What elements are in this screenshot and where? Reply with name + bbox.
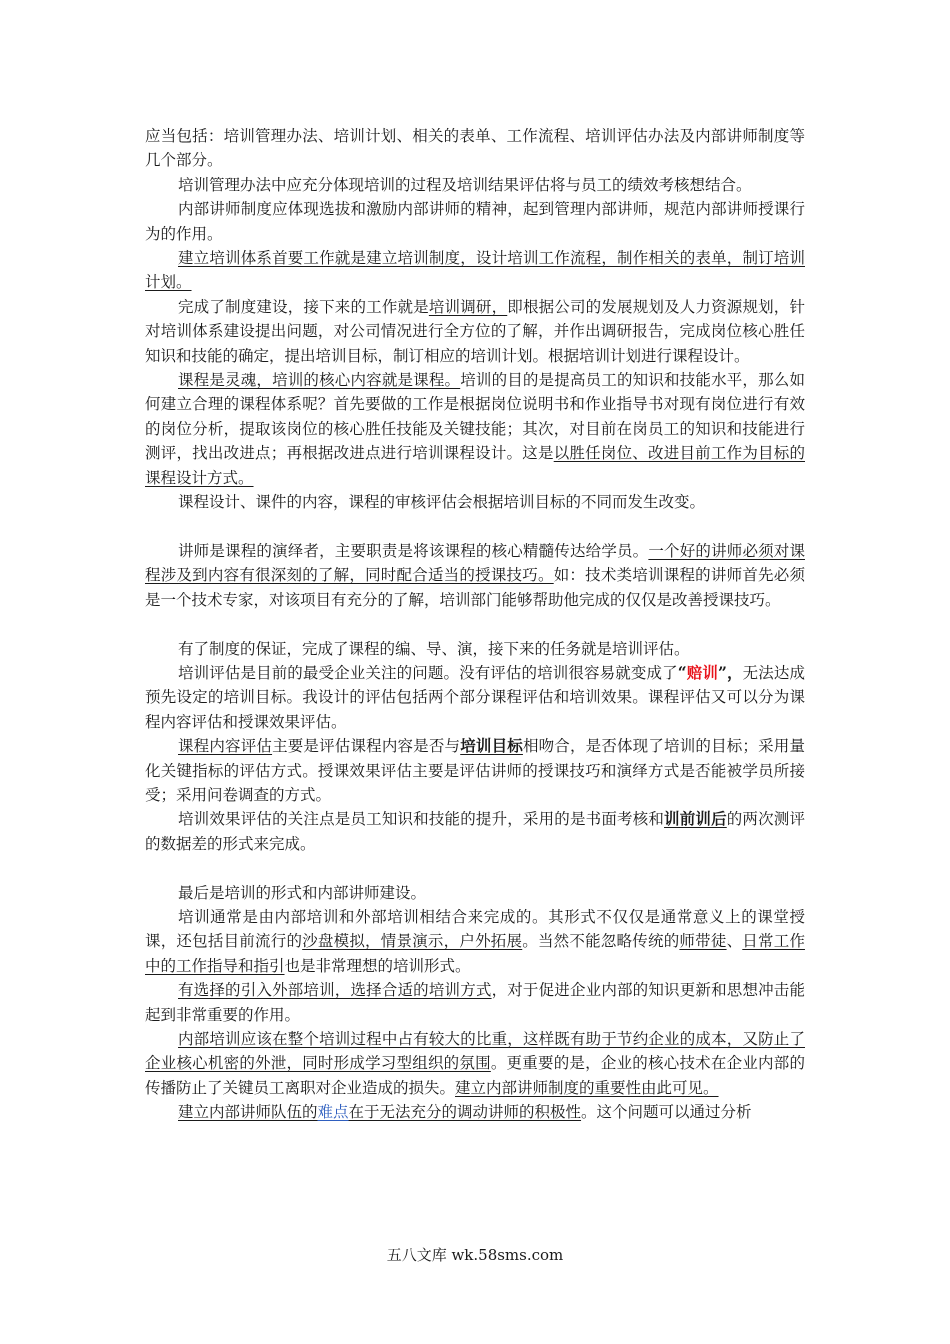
underlined-text: 在于无法充分的调动讲师的积极性: [348, 1103, 582, 1122]
document-body: [145, 124, 805, 1125]
blank-line: [145, 515, 805, 539]
paragraph: [145, 246, 805, 295]
underlined-text: 课程内容评估: [178, 737, 273, 756]
paragraph: 讲师是课程的演绎者，主要职责是将该课程的核心精髓传达给学员。一个好的讲师必须对课程涉及到内容有很深刻的了解，同时配合适当的授课技巧。如：技术类培训课程的讲师首先必须是一个技术专家，对该项目有充分的了解，培训部门能够帮助他完成的仅仅是改善授课技巧。: [145, 541, 805, 609]
underlined-text: 内部培训应该在整个培训过程中占有较大的比重，这样既有助于节约企业的成本，又防止了企业核心机密的外泄，同时形成学习型组织的氛围: [145, 1029, 805, 1073]
paragraph: 完成了制度建设，接下来的工作就是培训调研，即根据公司的发展规划及人力资源规划，针对培训体系建设提出问题，对公司情况进行全方位的了解，并作出调研报告，完成岗位核心胜任知识和技能的确定，提出培训目标，制订相应的培训计划。根据培训计划进行课程设计。: [145, 297, 805, 365]
underlined-text: 以胜任岗位、改进目前工作为目标的课程设计方式。: [145, 444, 805, 487]
paragraph: 内部培训应该在整个培训过程中占有较大的比重，这样既有助于节约企业的成本，又防止了企业核心机密的外泄，同时形成学习型组织的氛围。更重要的是，企业的核心技术在企业内部的传播防止了关键员工离职对企业造成的损失。建立内部讲师制度的重要性由此可见。: [145, 1029, 805, 1097]
paragraph: 课程内容评估主要是评估课程内容是否与培训目标相吻合，是否体现了培训的目标；采用量化关键指标的评估方式。授课效果评估主要是评估讲师的授课技巧和演绎方式是否能被学员所接受；采用问卷调查的方式。: [145, 736, 805, 804]
underlined-text: 建立培训体系首要工作就是建立培训制度，设计培训工作流程，制作相关的表单，制订培训计划。: [145, 249, 805, 292]
paragraph: 课程设计、课件的内容，课程的审核评估会根据培训目标的不同而发生改变。: [178, 493, 706, 512]
underlined-text: 沙盘模拟，情景演示，户外拓展: [302, 932, 523, 951]
paragraph: 培训管理办法中应充分体现培训的过程及培训结果评估将与员工的绩效考核想结合。: [178, 175, 752, 194]
blank-line: [145, 856, 805, 880]
underlined-text: 培训调研，: [428, 297, 508, 316]
underlined-text: 课程是灵魂，培训的核心内容就是课程。: [178, 371, 461, 390]
underlined-text: 师带徒: [679, 932, 727, 951]
paragraph: 建立内部讲师队伍的难点在于无法充分的调动讲师的积极性。这个问题可以通过分析: [178, 1103, 752, 1122]
paragraph: 培训评估是目前的最受企业关注的问题。没有评估的培训很容易就变成了“赔训”，无法达成预先设定的培训目标。我设计的评估包括两个部分课程评估和培训效果。课程评估又可以分为课程内容评估和授课效果评估。: [145, 662, 805, 731]
underlined-text: 建立内部讲师制度的重要性由此可见。: [455, 1078, 719, 1097]
bold-underlined-text: 训前训后: [664, 809, 727, 829]
underlined-text: 建立内部讲师队伍的: [178, 1103, 318, 1122]
paragraph: 最后是培训的形式和内部讲师建设。: [178, 883, 427, 902]
underlined-text: 有选择的引入外部培训，选择合适的培训方式: [178, 981, 492, 1000]
underlined-text: 一个好的讲师必须对课程涉及到内容有很深刻的了解，同时配合适当的授课技巧。: [145, 541, 805, 585]
paragraph: 有了制度的保证，完成了课程的编、导、演，接下来的任务就是培训评估。: [178, 639, 690, 658]
paragraph: 内部讲师制度应体现选拔和激励内部讲师的精神，起到管理内部讲师，规范内部讲师授课行为的作用。: [145, 200, 805, 243]
emphasis-red-text: 赔训: [686, 662, 718, 682]
paragraph: 应当包括：培训管理办法、培训计划、相关的表单、工作流程、培训评估办法及内部讲师制度等几个部分。: [145, 127, 805, 170]
paragraph: 课程是灵魂，培训的核心内容就是课程。培训的目的是提高员工的知识和技能水平，那么如何建立合理的课程体系呢？首先要做的工作是根据岗位说明书和作业指导书对现有岗位进行有效的岗位分析，提取该岗位的核心胜任技能及关键技能；其次，对目前在岗员工的知识和技能进行测评，找出改进点；再根据改进点进行培训课程设计。这是以胜任岗位、改进目前工作为目标的课程设计方式。: [145, 371, 805, 487]
blank-line: [145, 612, 805, 636]
paragraph: 培训通常是由内部培训和外部培训相结合来完成的。其形式不仅仅是通常意义上的课堂授课，还包括目前流行的沙盘模拟，情景演示，户外拓展。当然不能忽略传统的师带徒、日常工作中的工作指导和指引也是非常理想的培训形式。: [145, 907, 805, 975]
paragraph: 培训效果评估的关注点是员工知识和技能的提升，采用的是书面考核和训前训后的两次测评的数据差的形式来完成。: [145, 809, 805, 853]
underlined-text: 日常工作中的工作指导和指引: [145, 932, 805, 975]
page-footer-watermark: 五八文库 wk.58sms.com: [386, 1246, 564, 1264]
paragraph: 有选择的引入外部培训，选择合适的培训方式，对于促进企业内部的知识更新和思想冲击能起到非常重要的作用。: [145, 981, 805, 1024]
blue-underlined-text: 难点: [317, 1103, 349, 1122]
bold-underlined-text: 培训目标: [460, 736, 523, 756]
